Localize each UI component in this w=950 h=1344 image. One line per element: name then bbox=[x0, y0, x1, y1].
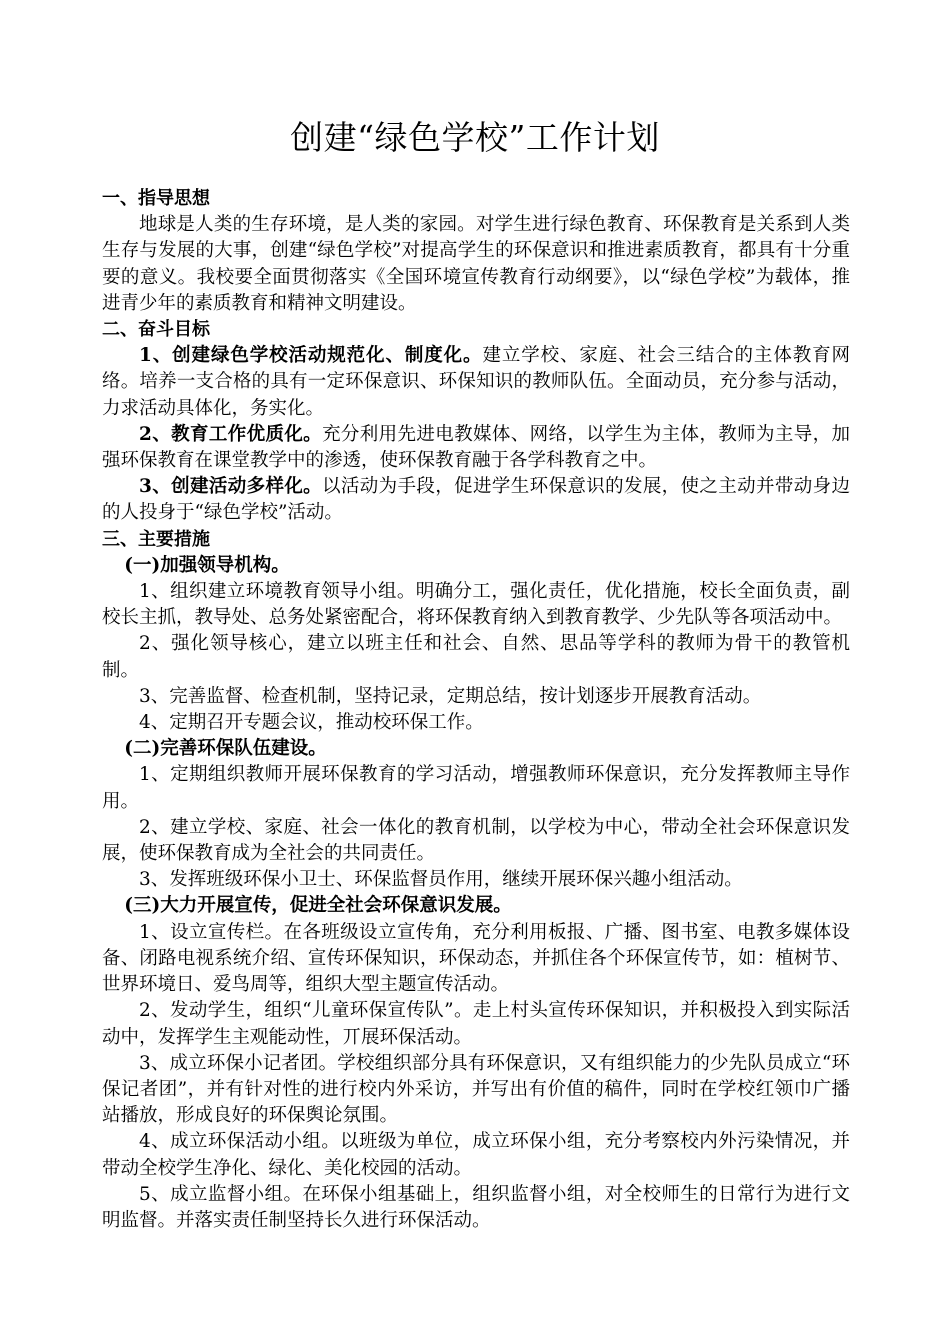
goal-lead: 2、教育工作优质化。 bbox=[139, 423, 323, 445]
document-title: 创建“绿色学校”工作计划 bbox=[290, 118, 660, 157]
measure-item: 3、完善监督、检查机制，坚持记录，定期总结，按计划逐步开展教育活动。 bbox=[139, 685, 762, 707]
goal-text: 建立学校、家庭、社会三结合的主体教育网络。培养一支合格的具有一定环保意识、环保知识的教师队伍。全面动员，充分参与活动，力求活动具体化，务实化。 bbox=[102, 345, 850, 419]
measure-item: 1、设立宣传栏。在各班级设立宣传角，充分利用板报、广播、图书室、电教多媒体设备、闭路电视系统介绍、宣传环保知识，环保动态，并抓住各个环保宣传节，如：植树节、世界环境日、爱鸟周等，组织大型主题宣传活动。 bbox=[102, 921, 850, 996]
measure-item: 4、定期召开专题会议，推动校环保工作。 bbox=[139, 712, 484, 734]
guiding-thought-paragraph: 地球是人类的生存环境，是人类的家园。对学生进行绿色教育、环保教育是关系到人类生存与发展的大事，创建“绿色学校”对提高学生的环保意识和推进素质教育，都具有十分重要的意义。我校要全面贯彻落实《全国环境宣传教育行动纲要》，以“绿色学校”为载体，推进青少年的素质教育和精神文明建设。 bbox=[102, 214, 850, 314]
measure-group-title: (二)完善环保队伍建设。 bbox=[124, 738, 327, 760]
goal-item bbox=[102, 343, 850, 422]
section-heading-goals: 二、奋斗目标 bbox=[102, 319, 210, 341]
measure-group-title: (一)加强领导机构。 bbox=[124, 554, 290, 576]
measure-item: 4、成立环保活动小组。以班级为单位，成立环保小组，充分考察校内外污染情况，并带动全校学生净化、绿化、美化校园的活动。 bbox=[102, 1131, 850, 1179]
measure-item: 1、定期组织教师开展环保教育的学习活动，增强教师环保意识，充分发挥教师主导作用。 bbox=[102, 764, 850, 812]
goal-item bbox=[102, 474, 850, 526]
goal-lead: 3、创建活动多样化。 bbox=[139, 476, 323, 498]
document-body bbox=[102, 186, 850, 1234]
goal-text: 以活动为手段，促进学生环保意识的发展，使之主动并带动身边的人投身于“绿色学校”活动。 bbox=[102, 476, 850, 524]
goal-item bbox=[102, 422, 850, 474]
measure-item: 5、成立监督小组。在环保小组基础上，组织监督小组，对全校师生的日常行为进行文明监督。并落实责任制坚持长久进行环保活动。 bbox=[102, 1183, 850, 1231]
measure-item: 2、发动学生，组织“儿童环保宣传队”。走上村头宣传环保知识，并积极投入到实际活动中，发挥学生主观能动性，丌展环保活动。 bbox=[102, 1000, 850, 1048]
measure-item: 1、组织建立环境教育领导小组。明确分工，强化责任，优化措施，校长全面负责，副校长主抓，教导处、总务处紧密配合，将环保教育纳入到教育教学、少先队等各项活动中。 bbox=[102, 581, 850, 629]
section-heading-measures: 三、主要措施 bbox=[102, 528, 210, 550]
measure-group-title: (三)大力开展宣传，促进全社会环保意识发展。 bbox=[124, 895, 512, 917]
goal-text: 充分利用先进电教媒体、网络，以学生为主体，教师为主导，加强环保教育在课堂教学中的渗透，使环保教育融于各学科教育之中。 bbox=[102, 423, 850, 472]
measure-item: 3、发挥班级环保小卫士、环保监督员作用，继续开展环保兴趣小组活动。 bbox=[139, 869, 743, 891]
goal-lead: 1、创建绿色学校活动规范化、制度化。 bbox=[139, 345, 483, 367]
measure-item: 3、成立环保小记者团。学校组织部分具有环保意识，又有组织能力的少先队员成立“环保记者团”，并有针对性的进行校内外采访，并写出有价值的稿件，同时在学校红领巾广播站播放，形成良好的环保舆论氛围。 bbox=[102, 1052, 850, 1127]
measure-item: 2、建立学校、家庭、社会一体化的教育机制，以学校为中心，带动全社会环保意识发展，使环保教育成为全社会的共同责任。 bbox=[102, 816, 850, 865]
measure-item: 2、强化领导核心，建立以班主任和社会、自然、思品等学科的教师为骨干的教管机制。 bbox=[102, 633, 850, 681]
section-heading-guiding-thought: 一、指导思想 bbox=[102, 188, 210, 209]
